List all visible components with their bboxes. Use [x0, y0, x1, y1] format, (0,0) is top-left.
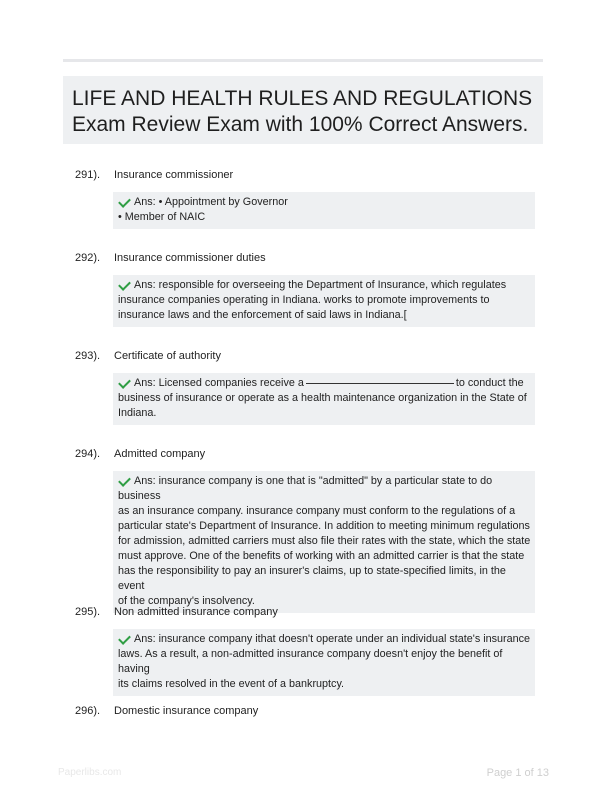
question-text: Insurance commissioner — [114, 169, 234, 181]
answer-line: laws. As a result, a non-admitted insurance company doesn't enjoy the benefit of having — [118, 648, 503, 675]
question-number: 293). — [75, 350, 101, 362]
qa-item-294 — [75, 448, 535, 613]
answer-text-before-blank: Ans: Licensed companies receive a — [134, 377, 304, 389]
answer-line: particular state's Department of Insurance. In addition to meeting minimum regulations — [118, 520, 530, 532]
question-number: 294). — [75, 448, 101, 460]
check-icon — [118, 474, 131, 487]
answer-box — [113, 629, 535, 696]
answer-line: insurance companies operating in Indiana. works to promote improvements to — [118, 294, 490, 306]
answer-line: Ans: insurance company is one that is "admitted" by a particular state to do business — [118, 475, 493, 502]
question-text: Non admitted insurance company — [114, 606, 278, 618]
answer-line: as an insurance company. insurance company must conform to the regulations of a — [118, 505, 516, 517]
title-line-2: Exam Review Exam with 100% Correct Answers. — [72, 113, 529, 136]
answer-line: business of insurance or operate as a health maintenance organization in the State of — [118, 392, 527, 404]
answer-box — [113, 192, 535, 229]
answer-text-after-blank: to conduct the — [455, 377, 524, 389]
answer-box — [113, 471, 535, 613]
answer-line: Ans: insurance company ithat doesn't operate under an individual state's insurance — [134, 633, 531, 645]
answer-line: • Member of NAIC — [118, 211, 206, 223]
question-text: Insurance commissioner duties — [114, 252, 266, 264]
qa-item-292 — [75, 252, 535, 327]
answer-box — [113, 275, 535, 327]
answer-line: insurance laws and the enforcement of said laws in Indiana.[ — [118, 309, 407, 321]
question-text: Admitted company — [114, 448, 206, 460]
check-icon — [118, 195, 131, 208]
qa-item-296 — [75, 705, 535, 717]
answer-line: its claims resolved in the event of a bankruptcy. — [118, 678, 345, 690]
answer-line: of the company's insolvency. — [118, 595, 255, 607]
answer-line: must approve. One of the benefits of working with an admitted carrier is that the state — [118, 550, 525, 562]
answer-line: for admission, admitted carriers must also file their rates with the state, which the state — [118, 535, 531, 547]
check-icon — [118, 376, 131, 389]
question-number: 291). — [75, 169, 101, 181]
question-text: Certificate of authority — [114, 350, 221, 362]
qa-item-293 — [75, 350, 535, 425]
answer-line: Ans: responsible for overseeing the Department of Insurance, which regulates — [134, 279, 507, 291]
question-text: Domestic insurance company — [114, 705, 259, 717]
footer-watermark: Paperlibs.com — [58, 767, 122, 778]
title-line-1: LIFE AND HEALTH RULES AND REGULATIONS — [72, 87, 533, 110]
qa-item-291 — [75, 169, 535, 229]
document-title — [63, 76, 543, 144]
question-number: 295). — [75, 606, 101, 618]
question-number: 296). — [75, 705, 101, 717]
page-indicator: Page 1 of 13 — [486, 767, 549, 779]
answer-line: Indiana. — [118, 407, 157, 419]
answer-box — [113, 373, 535, 425]
check-icon — [118, 278, 131, 291]
answer-line: has the responsibility to pay an insurer's claims, up to state-specified limits, in the event — [118, 565, 506, 592]
answer-line: Ans: • Appointment by Governor — [134, 196, 288, 208]
top-divider — [63, 59, 543, 62]
fill-in-blank — [306, 382, 454, 384]
check-icon — [118, 632, 131, 645]
qa-item-295 — [75, 606, 535, 696]
question-number: 292). — [75, 252, 101, 264]
